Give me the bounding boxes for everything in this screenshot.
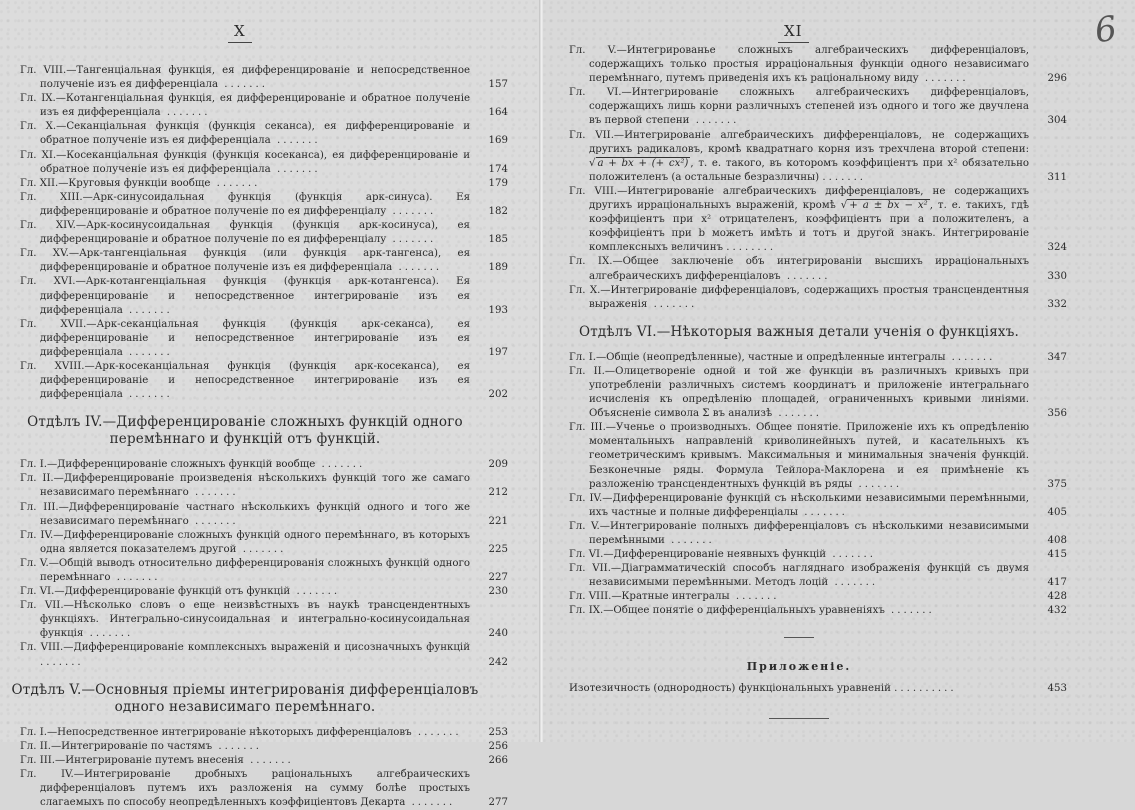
entry-title: Гл. IV.—Дифференцированіе функцій съ нѣсколькими независимыми перемѣнными, ихъ частные и полные дифференціалы xyxy=(569,492,1029,518)
entry-title: Гл. VII.—Нѣсколько словъ о еще неизвѣстныхъ въ наукѣ трансцендентныхъ функціяхъ. Интегрально-синусоидальная и интегрально-косинусоидальная функція xyxy=(20,600,470,640)
leader-dots: ....... xyxy=(270,163,321,175)
leader-dots: ....... xyxy=(689,115,740,127)
toc-entry[interactable] xyxy=(569,492,1067,520)
leader-dots: ....... xyxy=(386,205,437,217)
entry-title: Гл. XII.—Круговыя функціи вообще xyxy=(20,177,211,189)
appendix-title: Приложеніе. xyxy=(746,659,852,673)
page-ref: 311 xyxy=(1047,171,1067,183)
entry-title: Гл. XI.—Косеканціальная функція (функція косеканса), ея дифференцированіе и обратное полученіе изъ ея дифференціала xyxy=(20,149,470,175)
page-ref: 332 xyxy=(1047,298,1067,310)
toc-entry[interactable] xyxy=(20,247,508,275)
leader-dots: ....... xyxy=(647,298,698,310)
leader-dots: ....... xyxy=(411,726,462,738)
toc-entry[interactable] xyxy=(20,191,508,219)
entry-title: Гл. I.—Непосредственное интегрированіе нѣкоторыхъ дифференціаловъ xyxy=(20,726,412,738)
page-ref: 157 xyxy=(488,79,508,91)
divider xyxy=(769,718,829,719)
page-ref: 415 xyxy=(1047,549,1067,561)
toc-entry[interactable] xyxy=(569,284,1067,312)
entry-title: Гл. VI.—Дифференцированіе неявныхъ функцій xyxy=(569,549,827,561)
page-ref: 277 xyxy=(488,797,508,809)
page-ref: 324 xyxy=(1047,242,1067,254)
section-heading: Отдѣлъ IV.—Дифференцированіе сложныхъ функцій одного перемѣннаго и функцій отъ функцій. xyxy=(27,414,463,448)
toc-entry[interactable] xyxy=(20,177,508,191)
toc-entry[interactable] xyxy=(20,557,508,585)
entry-title: Гл. VI.—Дифференцированіе функцій отъ функцій xyxy=(20,586,291,598)
leader-dots: ....... xyxy=(40,656,84,668)
entry-title: Гл. XVII.—Арк-секанціальная функція (функція арк-секанса), ея дифференцированіе и непосредственное интегрированіе изъ ея дифференціала xyxy=(20,318,470,358)
page-ref: 227 xyxy=(488,572,508,583)
page-ref: 304 xyxy=(1047,115,1067,127)
toc-entry[interactable] xyxy=(20,219,508,247)
page-ref: 169 xyxy=(488,135,508,147)
leader-dots: ....... xyxy=(122,389,173,401)
entry-title: Гл. XV.—Арк-тангенціальная функція (или функція арк-тангенса), ея дифференцированіе и обратное полученіе изъ ея дифференціала xyxy=(20,248,470,274)
entry-title: Гл. I.—Дифференцированіе сложныхъ функцій вообще xyxy=(20,459,316,471)
page-ref: 164 xyxy=(488,107,508,119)
page-ref: 240 xyxy=(488,628,508,640)
entry-title: Гл. IX.—Котангенціальная функція, ея дифференцированіе и обратное полученіе изъ ея дифференціала xyxy=(20,93,470,119)
page-ref: 182 xyxy=(488,205,508,217)
page-ref: 296 xyxy=(1047,73,1067,85)
page-ref: 253 xyxy=(488,726,508,738)
toc-entry[interactable] xyxy=(569,421,1067,491)
leader-dots: ....... xyxy=(218,79,268,91)
leader-dots: ....... xyxy=(160,107,211,119)
page-ref: 209 xyxy=(488,459,508,471)
formula: a + bx + (+ cx²) xyxy=(597,157,689,169)
entry-title: Гл. IV.—Интегрированіе дробныхъ раціональныхъ алгебраическихъ дифференціаловъ путемъ ихъ разложенія на сумму болѣе простыхъ слагаемыхъ по способу неопредѣленныхъ коэффиціентовъ Декарта xyxy=(20,768,470,809)
toc-entry[interactable] xyxy=(569,86,1067,128)
page-ref: 197 xyxy=(488,346,508,358)
entry-title: Гл. XIII.—Арк-синусоидальная функція (функція арк-синуса). Ея дифференцированіе и обратное полученіе по ея дифференціалу xyxy=(20,191,470,217)
toc-entry[interactable] xyxy=(20,529,508,557)
leader-dots: ....... xyxy=(826,549,877,561)
toc-entry[interactable] xyxy=(569,255,1067,283)
page-ref: 225 xyxy=(488,543,508,555)
leader-dots: ....... xyxy=(83,628,134,640)
leader-dots: ....... xyxy=(110,572,161,583)
entry-title: Гл. IV.—Дифференцированіе сложныхъ функцій одного перемѣннаго, въ которыхъ одна является показателемъ другой xyxy=(20,529,470,555)
entry-title: Гл. III.—Дифференцированіе частнаго нѣсколькихъ функцій одного и того же независимаго перемѣннаго xyxy=(20,501,470,527)
toc-entry[interactable] xyxy=(569,590,1067,604)
entry-title: Гл. III.—Интегрированіе путемъ внесенія xyxy=(20,754,244,766)
entry-title: Гл. I.—Общіе (неопредѣленные), частные и опредѣленные интегралы xyxy=(569,351,946,363)
section-heading: Отдѣлъ V.—Основныя пріемы интегрированія дифференціаловъ одного независимаго перемѣннаго. xyxy=(11,681,479,715)
page-ref: 428 xyxy=(1047,591,1067,603)
entry-title: Гл. VIII.—Дифференцированіе комплексныхъ выраженій и цисозначныхъ функцій xyxy=(20,642,470,654)
entry-title: Гл. II.—Интегрированіе по частямъ xyxy=(20,740,213,752)
handwritten-note: 6 xyxy=(1092,8,1120,52)
toc-entry[interactable] xyxy=(20,120,508,148)
toc-entry[interactable] xyxy=(20,641,508,669)
toc-entry[interactable] xyxy=(20,501,508,529)
leader-dots: ....... xyxy=(210,177,261,189)
page-ref: 408 xyxy=(1047,535,1067,546)
toc-left xyxy=(11,64,508,810)
leader-dots: ....... xyxy=(729,591,780,603)
entry-title: Гл. II.—Дифференцированіе произведенія нѣсколькихъ функцій того же самаго независимаго перемѣннаго xyxy=(20,473,470,499)
leader-dots: ....... xyxy=(852,478,903,490)
entry-title: Гл. VII.—Діаграмматическій способъ нагляднаго изображенія функцій съ двумя независимыми перемѣнными. Методъ лоцій xyxy=(569,563,1029,589)
page-ref: 174 xyxy=(488,163,508,175)
page-ref: 193 xyxy=(488,304,508,316)
page-ref: 212 xyxy=(488,487,508,499)
leader-dots: ....... xyxy=(392,262,443,274)
leader-dots: ....... xyxy=(884,605,935,617)
leader-dots: ....... xyxy=(188,487,239,499)
page-ref: 179 xyxy=(488,177,508,189)
page-ref: 356 xyxy=(1047,408,1067,420)
page-ref: 266 xyxy=(488,754,508,766)
toc-entry[interactable] xyxy=(20,64,508,92)
leader-dots: ....... xyxy=(798,506,848,518)
entry-title: Гл. II.—Олицетвореніе одной и той же функціи въ различныхъ кривыхъ при употребленіи различныхъ системъ координатъ и приложеніе интегральнаго исчисленія къ опредѣленію площадей, ограниченныхъ кривыми линіями. Объясненіе символа Σ въ анализѣ xyxy=(569,365,1029,420)
leader-dots: ....... xyxy=(315,459,366,471)
leader-dots: ....... xyxy=(122,304,173,316)
toc-entry[interactable] xyxy=(20,318,508,360)
toc-entry[interactable]: Гл. VIII.—Интегрированіе алгебраическихъ дифференціаловъ, не содержащихъ другихъ ирраціональныхъ выраженій, кромѣ √ + a ± bx − x² , т. е. такихъ, гдѣ коэффиціентъ при x² отрицателенъ, коэффиціентъ при a положителенъ, а коэффиціентъ при b можетъ имѣть и тотъ и другой знакъ. Интегрированіе комплексныхъ величинъ ........ 324 xyxy=(569,185,1029,255)
toc-entry[interactable] xyxy=(569,604,1067,618)
page-ref: 453 xyxy=(1047,682,1067,694)
page-number: X xyxy=(228,22,252,43)
leader-dots: ....... xyxy=(772,408,823,420)
page-ref: 347 xyxy=(1047,351,1067,363)
entry-title: Гл. V.—Общій выводъ относительно дифференцированія сложныхъ функцій одного перемѣннаго xyxy=(20,557,470,583)
leader-dots: ....... xyxy=(270,135,321,147)
leader-dots: ....... xyxy=(386,234,437,246)
toc-entry[interactable] xyxy=(20,768,508,810)
entry-title: Гл. XVI.—Арк-котангенціальная функція (функція арк-котангенса). Ея дифференцированіе и непосредственное интегрированіе изъ ея дифференціала xyxy=(20,276,470,316)
page-ref: 242 xyxy=(488,656,508,668)
entry-title: Гл. VIII.—Кратные интегралы xyxy=(569,591,730,603)
leader-dots: ....... xyxy=(828,577,879,589)
right-page xyxy=(543,0,1135,742)
leader-dots: ....... xyxy=(918,73,969,85)
leader-dots: ....... xyxy=(212,740,263,752)
toc-entry[interactable] xyxy=(20,599,508,641)
leader-dots: ....... xyxy=(188,515,239,527)
toc-entry[interactable] xyxy=(20,360,508,402)
toc-entry[interactable] xyxy=(569,562,1067,590)
page-ref: 256 xyxy=(488,740,508,752)
entry-title: Гл. III.—Ученье о производныхъ. Общее понятіе. Приложеніе ихъ къ опредѣленію моментальныхъ направленій криволинейныхъ путей, и касательныхъ къ геометрическимъ кривымъ. Максимальныя и минимальныя значенія функцій. Безконечные ряды. Формула Тейлора-Маклорена и ея примѣненіе къ разложенію трансцендентныхъ функцій въ ряды xyxy=(569,422,1029,490)
toc-entry[interactable] xyxy=(20,472,508,500)
entry-title: Гл. IX.—Общее заключеніе объ интегрированіи высшихъ ирраціональныхъ алгебраическихъ дифференціаловъ xyxy=(569,256,1029,282)
page-ref: 375 xyxy=(1047,478,1067,490)
entry-title: Гл. IX.—Общее понятіе о дифференціальныхъ уравненіяхъ xyxy=(569,605,885,617)
page-ref: 330 xyxy=(1047,270,1067,282)
page-ref: 185 xyxy=(488,234,508,246)
leader-dots: ....... xyxy=(290,586,341,598)
leader-dots: ....... xyxy=(236,543,287,555)
toc-entry[interactable] xyxy=(569,351,1067,365)
toc-right xyxy=(569,44,1067,719)
page-ref: 221 xyxy=(488,515,508,527)
left-page xyxy=(0,0,541,809)
leader-dots: ....... xyxy=(664,535,715,546)
entry-title: Гл. V.—Интегрированье сложныхъ алгебраическихъ дифференціаловъ, содержащихъ только простыя ирраціональныя функціи одного независимаго перемѣннаго, путемъ приведенія ихъ къ раціональному виду xyxy=(569,45,1029,85)
leader-dots: ....... xyxy=(780,270,831,282)
toc-entry[interactable] xyxy=(20,585,508,599)
entry-title: Гл. V.—Интегрированіе полныхъ дифференціаловъ съ нѣсколькими независимыми перемѣнными xyxy=(569,520,1029,546)
entry-title: Гл. VI.—Интегрированіе сложныхъ алгебраическихъ дифференціаловъ, содержащихъ лишь корни различныхъ степеней изъ одного и того же двучлена въ первой степени xyxy=(569,87,1029,127)
leader-dots: ....... xyxy=(405,797,456,809)
toc-entry[interactable]: Изотезичность (однородность) функціональныхъ уравненій .......... 453 xyxy=(569,682,1029,696)
leader-dots: ....... xyxy=(945,351,996,363)
page-ref: 432 xyxy=(1047,605,1067,617)
page-ref: 189 xyxy=(488,262,508,274)
entry-title: Гл. X.—Секанціальная функція (функція секанса), ея дифференцированіе и обратное полученіе изъ ея дифференціала xyxy=(20,121,470,147)
entry-title: Гл. VIII.—Тангенціальная функція, ея дифференцированіе и непосредственное полученіе изъ ея дифференціала xyxy=(20,65,470,91)
toc-entry[interactable] xyxy=(20,275,508,317)
entry-title: Гл. XIV.—Арк-косинусоидальная функція (функція арк-косинуса), ея дифференцированіе и обратное полученіе по ея дифференціалу xyxy=(20,220,470,246)
toc-entry[interactable] xyxy=(20,92,508,120)
toc-entry[interactable] xyxy=(20,754,508,768)
toc-entry[interactable] xyxy=(569,520,1067,548)
toc-entry[interactable] xyxy=(20,726,508,740)
toc-entry[interactable]: Гл. VII.—Интегрированіе алгебраическихъ дифференціаловъ, не содержащихъ другихъ радикаловъ, кромѣ квадратнаго корня изъ трехчлена второй степени: √ a + bx + (+ cx²) , т. е. такого, въ которомъ коэффиціентъ при x² обязательно положителенъ (а остальные безразличны) ....... 311 xyxy=(569,129,1029,185)
page-ref: 417 xyxy=(1047,577,1067,589)
toc-entry[interactable] xyxy=(569,548,1067,562)
formula: + a ± bx − x² xyxy=(849,200,928,212)
section-heading: Отдѣлъ VI.—Нѣкоторыя важныя детали ученія о функціяхъ. xyxy=(578,323,1020,340)
toc-entry[interactable] xyxy=(20,149,508,177)
page-ref: 230 xyxy=(488,586,508,598)
entry-title: Гл. XVIII.—Арк-косеканціальная функція (функція арк-косеканса), ея дифференцированіе и непосредственное интегрированіе изъ ея дифференціала xyxy=(20,360,470,401)
toc-entry[interactable] xyxy=(569,44,1067,86)
toc-entry[interactable] xyxy=(20,458,508,472)
toc-entry[interactable] xyxy=(569,365,1067,421)
page-ref: 405 xyxy=(1047,506,1067,518)
leader-dots: ....... xyxy=(243,754,294,766)
page-number: XI xyxy=(778,22,809,43)
leader-dots: ....... xyxy=(122,346,173,358)
page-ref: 202 xyxy=(488,389,508,401)
entry-title: Гл. X.—Интегрированіе дифференціаловъ, содержащихъ простыя трансцендентныя выраженія xyxy=(569,284,1029,310)
